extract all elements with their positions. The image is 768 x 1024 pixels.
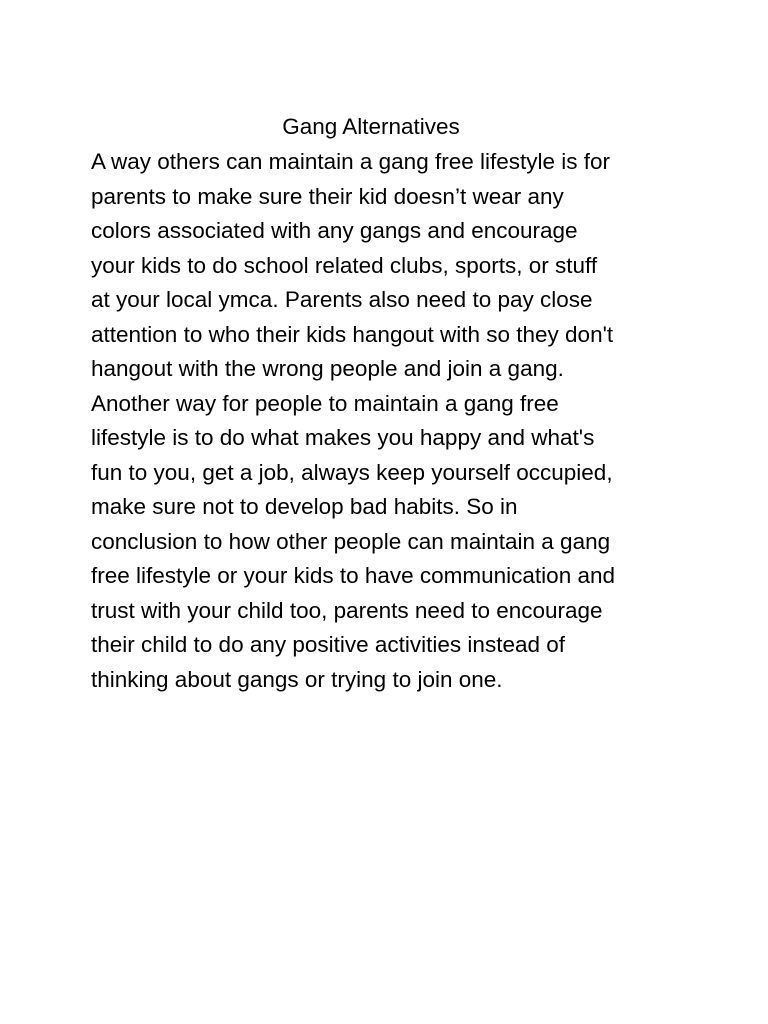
document-body <box>91 145 711 697</box>
body-line: hangout with the wrong people and join a gang. <box>91 356 564 381</box>
body-line: make sure not to develop bad habits. So in <box>91 494 518 519</box>
body-line: their child to do any positive activities instead of <box>91 632 566 657</box>
body-line: attention to who their kids hangout with so they don't <box>91 321 614 347</box>
body-line: A way others can maintain a gang free lifestyle is for <box>91 149 611 174</box>
body-line: fun to you, get a job, always keep yourself occupied, <box>91 459 613 485</box>
body-line: at your local ymca. Parents also need to pay close <box>91 287 593 312</box>
body-line: thinking about gangs or trying to join one. <box>91 666 503 692</box>
body-line: Another way for people to maintain a gang free <box>91 390 559 416</box>
body-line: trust with your child too, parents need to encourage <box>91 597 603 623</box>
body-line: parents to make sure their kid doesn’t wear any <box>91 183 564 209</box>
body-line: your kids to do school related clubs, sports, or stuff <box>91 252 598 278</box>
document-title: Gang Alternatives <box>282 114 460 139</box>
body-line: lifestyle is to do what makes you happy and what's <box>91 425 595 450</box>
body-line: colors associated with any gangs and encourage <box>91 218 578 243</box>
body-line: free lifestyle or your kids to have communication and <box>91 563 616 588</box>
body-line: conclusion to how other people can maintain a gang <box>91 528 611 554</box>
